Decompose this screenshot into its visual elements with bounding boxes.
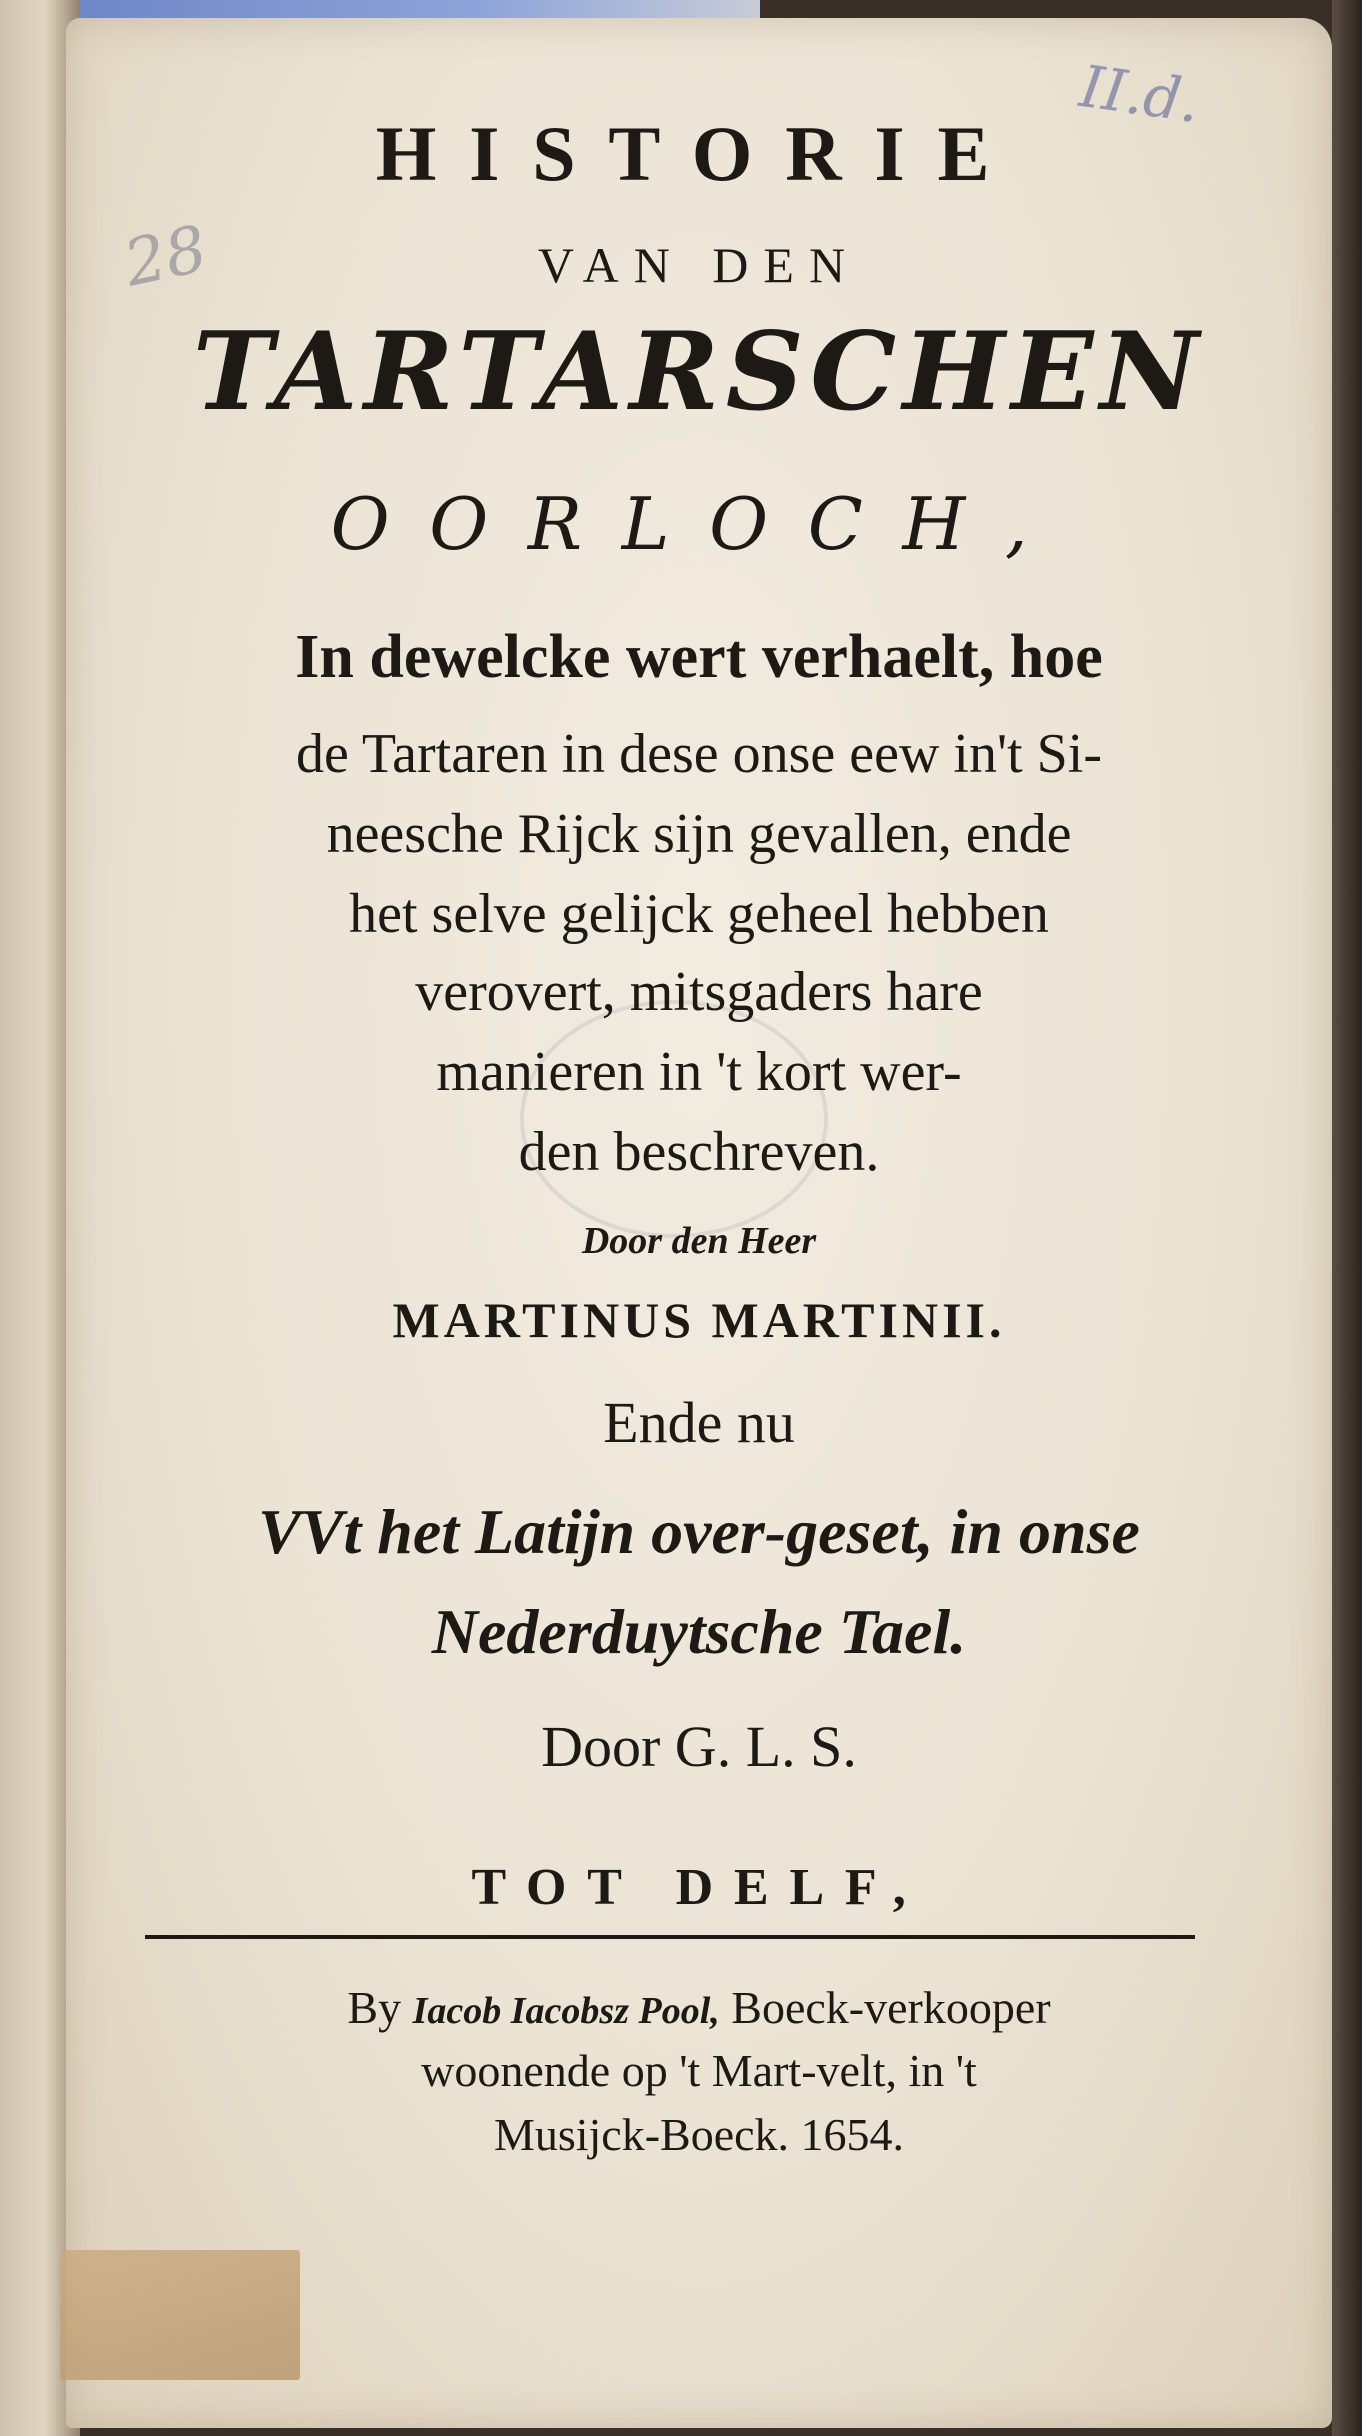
title-van-den: VAN DEN bbox=[537, 237, 861, 293]
imprint-printer: Iacob Iacobsz Pool, bbox=[412, 1990, 720, 2032]
title-oorloch: OORLOCH, bbox=[330, 482, 1068, 566]
body-line-1: In dewelcke wert verhaelt, hoe bbox=[295, 623, 1103, 691]
body-line-2: de Tartaren in dese onse eew in't Si- bbox=[296, 723, 1102, 785]
handwritten-note-top-left: 28 bbox=[118, 212, 214, 302]
place-of-publication: TOT DELF, bbox=[471, 1859, 927, 1916]
title-historie: HISTORIE bbox=[375, 110, 1023, 197]
handwritten-note-top-right: II.d. bbox=[1075, 51, 1204, 137]
body-line-7: den beschreven. bbox=[518, 1121, 880, 1183]
translation-line-1: VVt het Latijn over-geset, in onse bbox=[258, 1496, 1140, 1567]
imprint-line-1 bbox=[66, 1982, 1332, 2033]
body-line-6: manieren in 't kort wer- bbox=[436, 1041, 962, 1103]
paper-label bbox=[60, 2250, 300, 2380]
by-label: Door den Heer bbox=[581, 1220, 817, 1262]
body-line-4: het selve gelijck geheel hebben bbox=[349, 883, 1049, 945]
imprint-profession: Boeck-verkooper bbox=[731, 1982, 1051, 2033]
imprint-by: By bbox=[347, 1982, 402, 2033]
library-stamp-bleed-through bbox=[520, 1000, 828, 1238]
translation-line-2: Nederduytsche Tael. bbox=[431, 1596, 967, 1667]
body-line-5: verovert, mitsgaders hare bbox=[415, 961, 983, 1023]
translator: Door G. L. S. bbox=[541, 1714, 857, 1779]
book-edge-shadow bbox=[1332, 0, 1362, 2436]
imprint-rule bbox=[145, 1935, 1195, 1939]
body-line-3: neesche Rijck sijn gevallen, ende bbox=[326, 803, 1072, 865]
author-name: MARTINUS MARTINII. bbox=[392, 1292, 1006, 1348]
imprint-line-2: woonende op 't Mart-velt, in 't bbox=[421, 2045, 977, 2096]
imprint-line-3: Musijck-Boeck. 1654. bbox=[493, 2109, 905, 2160]
ende-nu: Ende nu bbox=[603, 1390, 795, 1455]
title-tartarschen: TARTARSCHEN bbox=[192, 309, 1206, 435]
